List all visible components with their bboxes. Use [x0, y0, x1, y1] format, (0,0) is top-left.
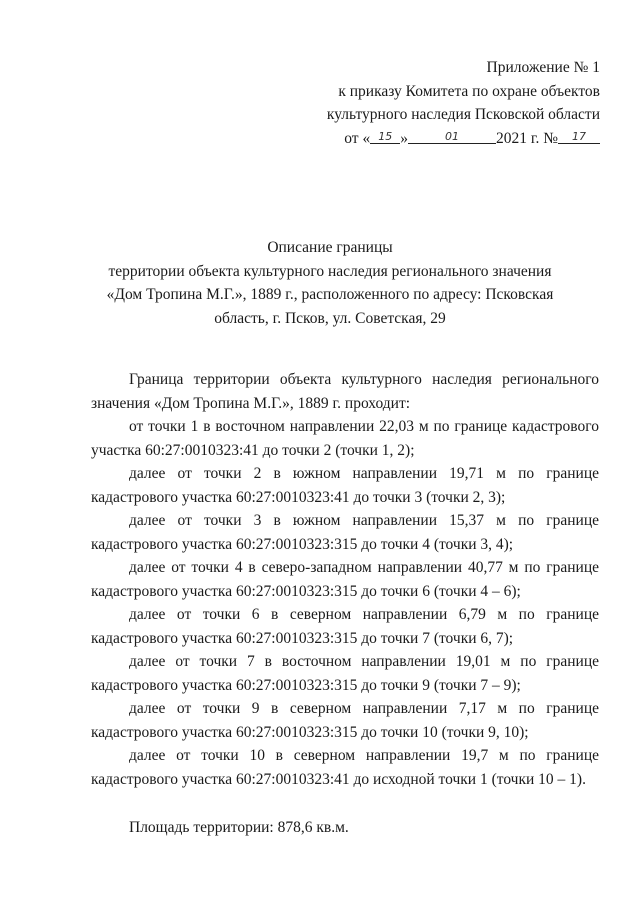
handwritten-day: 15: [378, 129, 393, 143]
document-title: [60, 236, 600, 330]
appendix-date-line: [300, 127, 600, 151]
segment-paragraph: далее от точки 6 в северном направлении 6,79 м по границе кадастрового участка 60:27:0010323:315 до точки 7 (точки 6, 7);: [91, 606, 599, 647]
intro-paragraph: Граница территории объекта культурного наследия регионального значения «Дом Тропина М.Г.», 1889 г. проходит:: [91, 371, 599, 412]
segment-paragraph: далее от точки 9 в северном направлении 7,17 м по границе кадастрового участка 60:27:0010323:315 до точки 10 (точки 9, 10);: [91, 700, 599, 741]
title-line-3: «Дом Тропина М.Г.», 1889 г., расположенного по адресу: Псковская: [106, 286, 554, 303]
territory-area: Площадь территории: 878,6 кв.м.: [129, 819, 349, 836]
segment-paragraph: далее от точки 3 в южном направлении 15,37 м по границе кадастрового участка 60:27:0010323:315 до точки 4 (точки 3, 4);: [91, 512, 599, 553]
month-field: [408, 127, 496, 144]
segment-paragraph: далее от точки 10 в северном направлении 19,7 м по границе кадастрового участка 60:27:0010323:41 до исходной точки 1 (точки 10 – 1).: [91, 747, 599, 788]
date-mid: »: [400, 129, 408, 147]
appendix-number: Приложение № 1: [486, 59, 600, 76]
day-field: [370, 127, 400, 144]
title-line-1: Описание границы: [267, 239, 393, 256]
appendix-header: [300, 56, 600, 150]
segment-paragraph: далее от точки 2 в южном направлении 19,71 м по границе кадастрового участка 60:27:0010323:41 до точки 3 (точки 2, 3);: [91, 465, 599, 506]
segment-paragraph: далее от точки 4 в северо-западном направлении 40,77 м по границе кадастрового участка 60:27:0010323:315 до точки 6 (точки 4 – 6);: [91, 559, 599, 600]
handwritten-number: 17: [572, 129, 586, 143]
segment-paragraph: от точки 1 в восточном направлении 22,03 м по границе кадастрового участка 60:27:0010323:41 до точки 2 (точки 1, 2);: [91, 418, 599, 459]
title-line-2: территории объекта культурного наследия регионального значения: [108, 262, 552, 280]
appendix-order-ref: к приказу Комитета по охране объектов: [338, 82, 600, 100]
appendix-committee: культурного наследия Псковской области: [326, 106, 600, 123]
date-prefix: от «: [344, 129, 371, 147]
title-line-4: область, г. Псков, ул. Советская, 29: [214, 309, 446, 327]
number-field: [558, 127, 600, 144]
handwritten-month: 01: [444, 129, 459, 143]
boundary-description: [91, 368, 599, 791]
segment-paragraph: далее от точки 7 в восточном направлении 19,01 м по границе кадастрового участка 60:27:0010323:315 до точки 9 (точки 7 – 9);: [91, 653, 599, 694]
year-text: 2021 г. №: [495, 129, 558, 147]
